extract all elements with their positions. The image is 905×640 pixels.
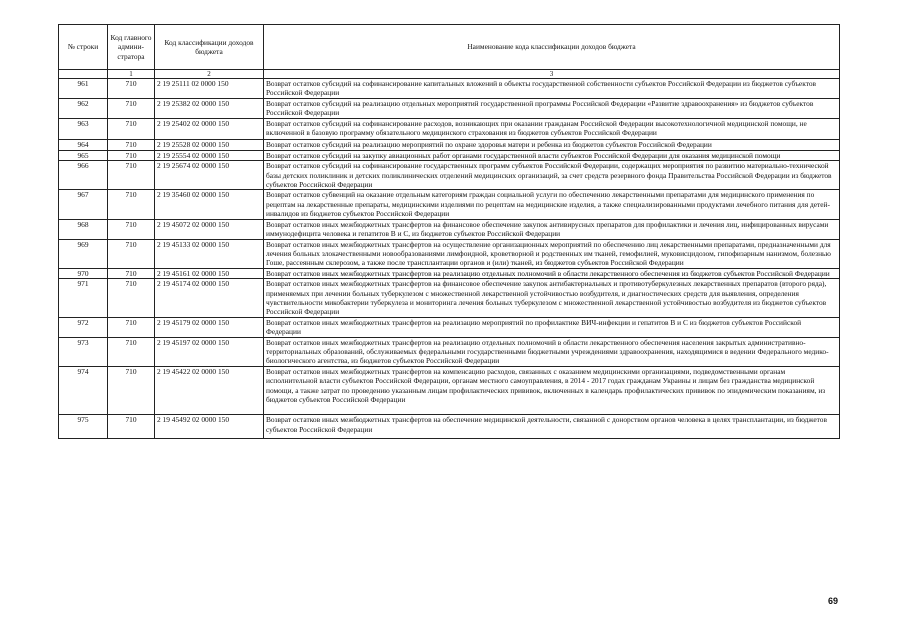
admin-code-cell: 710 [108, 279, 155, 318]
table-row [59, 415, 840, 439]
table-row [59, 161, 840, 190]
header-row-number: № строки [59, 25, 108, 70]
admin-code-cell: 710 [108, 118, 155, 140]
row-number-cell: 963 [59, 118, 108, 140]
table-row [59, 190, 840, 219]
table-row [59, 140, 840, 150]
table-row [59, 366, 840, 415]
classification-name-cell: Возврат остатков субсидий на софинансирование капитальных вложений в объекты государственной собственности субъектов Российской Федерации из бюджетов субъектов Российской Федерации [264, 79, 840, 99]
classification-code-cell: 2 19 25674 02 0000 150 [155, 161, 264, 190]
table-row [59, 268, 840, 278]
classification-name-cell: Возврат остатков иных межбюджетных трансфертов на компенсацию расходов, связанных с оказанием медицинскими организациями, подведомственными органам исполнительной власти субъектов Российской Федерации, органам местного самоуправления, в 2014 - 2017 годах гражданам Украины и лицам без гражданства медицинской помощи, а также затрат по проведению указанным лицам профилактических прививок, включенных в календарь профилактических прививок по эпидемическим показаниям, из бюджетов субъектов Российской Федерации [264, 366, 840, 415]
row-number-cell: 964 [59, 140, 108, 150]
column-number-2: 2 [155, 70, 264, 79]
column-number-1: 1 [108, 70, 155, 79]
row-number-cell: 965 [59, 150, 108, 160]
table-row [59, 239, 840, 268]
admin-code-cell: 710 [108, 98, 155, 118]
admin-code-cell: 710 [108, 268, 155, 278]
classification-code-cell: 2 19 45422 02 0000 150 [155, 366, 264, 415]
classification-name-cell: Возврат остатков субсидий на софинансирование расходов, возникающих при оказании гражданам Российской Федерации высокотехнологичной медицинской помощи, не включенной в базовую программу обязательного медицинского страхования из бюджетов субъектов Российской Федерации [264, 118, 840, 140]
classification-name-cell: Возврат остатков субсидий на реализацию мероприятий по охране здоровья матери и ребенка из бюджетов субъектов Российской Федерации [264, 140, 840, 150]
admin-code-cell: 710 [108, 239, 155, 268]
admin-code-cell: 710 [108, 140, 155, 150]
classification-code-cell: 2 19 45133 02 0000 150 [155, 239, 264, 268]
table-row [59, 98, 840, 118]
classification-code-cell: 2 19 35460 02 0000 150 [155, 190, 264, 219]
row-number-cell: 966 [59, 161, 108, 190]
classification-name-cell: Возврат остатков иных межбюджетных трансфертов на финансовое обеспечение закупок антивирусных препаратов для профилактики и лечения лиц, инфицированных вирусами иммунодефицита человека и гепатитов В и С, из бюджетов субъектов Российской Федерации [264, 219, 840, 239]
classification-code-cell: 2 19 25382 02 0000 150 [155, 98, 264, 118]
table-row [59, 150, 840, 160]
classification-code-cell: 2 19 45072 02 0000 150 [155, 219, 264, 239]
classification-name-cell: Возврат остатков иных межбюджетных трансфертов на осуществление организационных мероприятий по обеспечению лиц лекарственными препаратами, предназначенными для лечения больных злокачественными новообразованиями лимфоидной, кроветворной и родственных им тканей, гемофилией, муковисцидозом, гипофизарным нанизмом, болезнью Гоше, рассеянным склерозом, а также после трансплантации органов и (или) тканей, из бюджетов субъектов Российской Федерации [264, 239, 840, 268]
table-header-row [59, 25, 840, 70]
row-number-cell: 975 [59, 415, 108, 439]
admin-code-cell: 710 [108, 366, 155, 415]
row-number-cell: 969 [59, 239, 108, 268]
classification-name-cell: Возврат остатков иных межбюджетных трансфертов на обеспечение медицинской деятельности, связанной с донорством органов человека в целях трансплантации, из бюджетов субъектов Российской Федерации [264, 415, 840, 439]
classification-code-cell: 2 19 25402 02 0000 150 [155, 118, 264, 140]
classification-code-cell: 2 19 25111 02 0000 150 [155, 79, 264, 99]
classification-name-cell: Возврат остатков субсидий на софинансирование государственных программ субъектов Российской Федерации, содержащих мероприятия по развитию материально-технической базы детских поликлиник и детских поликлинических отделений медицинских организаций, за счет средств резервного фонда Правительства Российской Федерации из бюджетов субъектов Российской Федерации [264, 161, 840, 190]
admin-code-cell: 710 [108, 79, 155, 99]
classification-name-cell: Возврат остатков иных межбюджетных трансфертов на реализацию отдельных полномочий в области лекарственного обеспечения из бюджетов субъектов Российской Федерации [264, 268, 840, 278]
document-page [58, 24, 840, 439]
admin-code-cell: 710 [108, 337, 155, 366]
row-number-cell: 962 [59, 98, 108, 118]
admin-code-cell: 710 [108, 219, 155, 239]
column-number-3: 3 [264, 70, 840, 79]
classification-code-cell: 2 19 45197 02 0000 150 [155, 337, 264, 366]
admin-code-cell: 710 [108, 150, 155, 160]
row-number-cell: 970 [59, 268, 108, 278]
table-row [59, 118, 840, 140]
classification-name-cell: Возврат остатков иных межбюджетных трансфертов на финансовое обеспечение закупок антибактериальных и противотуберкулезных лекарственных препаратов (второго ряда), применяемых при лечении больных туберкулезом с множественной лекарственной устойчивостью возбудителя, и диагностических средств для выявления, определения чувствительности микобактерии туберкулеза и мониторинга лечения больных туберкулезом с множественной лекарственной устойчивостью возбудителя из бюджетов субъектов Российской Федерации [264, 279, 840, 318]
column-number-0 [59, 70, 108, 79]
row-number-cell: 961 [59, 79, 108, 99]
table-row [59, 317, 840, 337]
admin-code-cell: 710 [108, 161, 155, 190]
classification-name-cell: Возврат остатков иных межбюджетных трансфертов на реализацию отдельных полномочий в области лекарственного обеспечения населения закрытых административно-территориальных образований, обслуживаемых федеральными государственными бюджетными учреждениями здравоохранения, находящимися в ведении Федерального медико-биологического агентства, из бюджетов субъектов Российской Федерации [264, 337, 840, 366]
header-admin-code: Код главного админи-стратора [108, 25, 155, 70]
classification-code-cell: 2 19 25554 02 0000 150 [155, 150, 264, 160]
row-number-cell: 967 [59, 190, 108, 219]
header-classification-code: Код классификации доходов бюджета [155, 25, 264, 70]
admin-code-cell: 710 [108, 190, 155, 219]
page-number: 69 [828, 596, 839, 606]
table-row [59, 337, 840, 366]
table-row [59, 79, 840, 99]
classification-code-cell: 2 19 45492 02 0000 150 [155, 415, 264, 439]
classification-code-cell: 2 19 45179 02 0000 150 [155, 317, 264, 337]
row-number-cell: 968 [59, 219, 108, 239]
row-number-cell: 974 [59, 366, 108, 415]
budget-classification-table [58, 24, 840, 439]
classification-name-cell: Возврат остатков субсидий на реализацию отдельных мероприятий государственной программы Российской Федерации «Развитие здравоохранения» из бюджетов субъектов Российской Федерации [264, 98, 840, 118]
classification-name-cell: Возврат остатков субсидий на закупку авиационных работ органами государственной власти субъектов Российской Федерации для оказания медицинской помощи [264, 150, 840, 160]
classification-name-cell: Возврат остатков иных межбюджетных трансфертов на реализацию мероприятий по профилактике ВИЧ-инфекции и гепатитов В и С из бюджетов субъектов Российской Федерации [264, 317, 840, 337]
classification-code-cell: 2 19 25528 02 0000 150 [155, 140, 264, 150]
classification-code-cell: 2 19 45161 02 0000 150 [155, 268, 264, 278]
table-row [59, 219, 840, 239]
row-number-cell: 973 [59, 337, 108, 366]
table-row [59, 279, 840, 318]
header-classification-name: Наименование кода классификации доходов бюджета [264, 25, 840, 70]
row-number-cell: 971 [59, 279, 108, 318]
admin-code-cell: 710 [108, 317, 155, 337]
classification-code-cell: 2 19 45174 02 0000 150 [155, 279, 264, 318]
column-number-row [59, 70, 840, 79]
classification-name-cell: Возврат остатков субвенций на оказание отдельным категориям граждан социальной услуги по обеспечению лекарственными препаратами для медицинского применения по рецептам на лекарственные препараты, медицинскими изделиями по рецептам на медицинские изделия, а также специализированными продуктами лечебного питания для детей-инвалидов из бюджетов субъектов Российской Федерации [264, 190, 840, 219]
row-number-cell: 972 [59, 317, 108, 337]
admin-code-cell: 710 [108, 415, 155, 439]
